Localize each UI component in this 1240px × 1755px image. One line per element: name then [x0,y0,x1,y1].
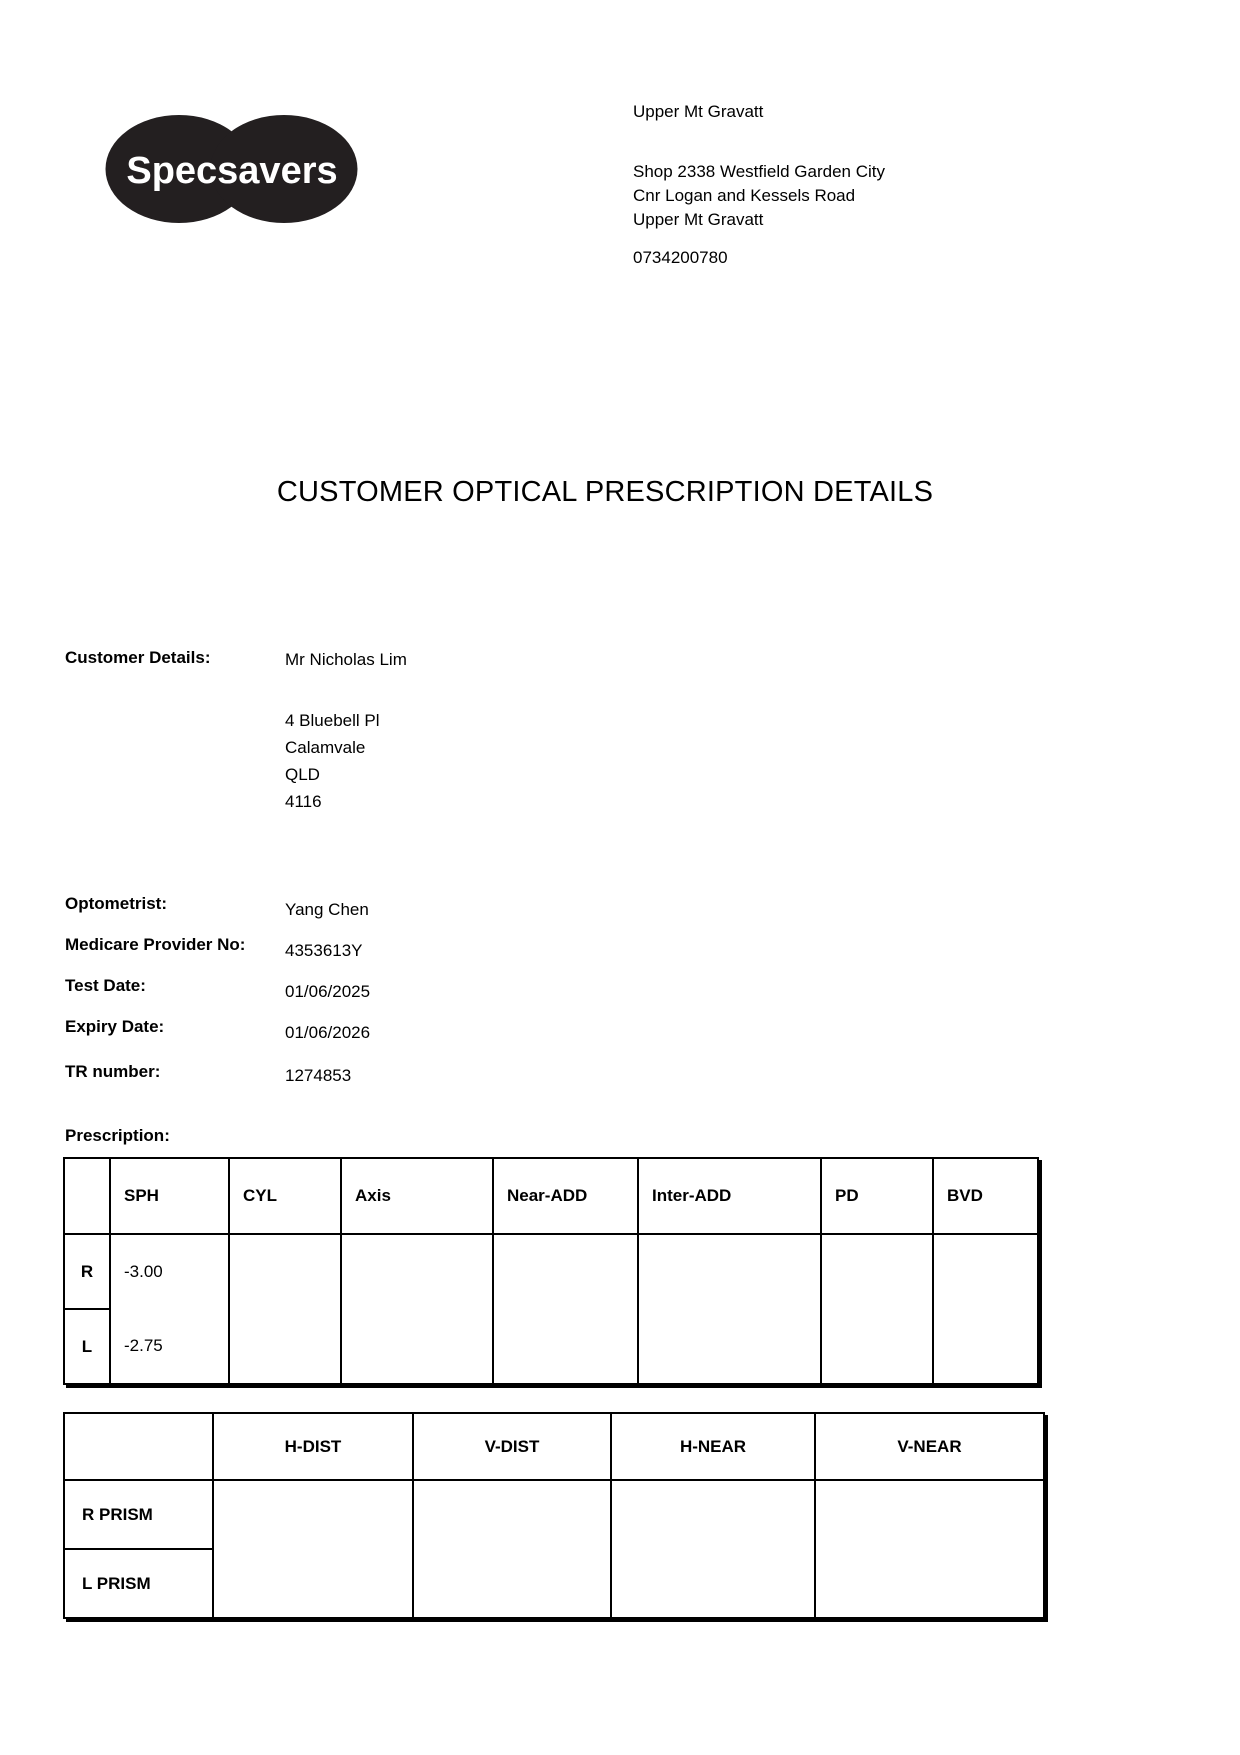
rx-header-inter-add: Inter-ADD [638,1158,821,1234]
prism-r-v-near [815,1480,1044,1549]
rx-header-eye [64,1158,110,1234]
rx-header-cyl: CYL [229,1158,341,1234]
rx-l-inter-add [638,1309,821,1384]
store-name: Upper Mt Gravatt [633,102,764,121]
specsavers-logo-text: Specsavers [126,150,338,192]
prism-header-h-dist: H-DIST [213,1413,413,1480]
tr-number-label: TR number: [65,1062,161,1081]
customer-address-line: 4116 [285,792,322,811]
prism-row-left [64,1549,1044,1618]
customer-address-line: 4 Bluebell Pl [285,711,380,730]
prescription-row-right [64,1234,1038,1309]
rx-r-near-add [493,1234,638,1309]
prism-l-v-near [815,1549,1044,1618]
expiry-date-value: 01/06/2026 [285,1023,371,1042]
rx-r-sph: -3.00 [110,1234,229,1309]
prism-row-right [64,1480,1044,1549]
store-address-line: Upper Mt Gravatt [633,210,764,229]
customer-details-label: Customer Details: [65,648,211,667]
rx-r-bvd [933,1234,1038,1309]
prism-header-v-near: V-NEAR [815,1413,1044,1480]
prism-l-label: L PRISM [82,1573,151,1593]
prism-l-h-dist [213,1549,413,1618]
rx-r-pd [821,1234,933,1309]
expiry-date-label: Expiry Date: [65,1017,165,1036]
prescription-label: Prescription: [65,1126,170,1145]
prism-l-v-dist [413,1549,611,1618]
prism-header-v-dist: V-DIST [413,1413,611,1480]
store-address-line: Cnr Logan and Kessels Road [633,186,856,205]
rx-header-near-add: Near-ADD [493,1158,638,1234]
rx-eye-r: R [64,1234,110,1309]
rx-r-inter-add [638,1234,821,1309]
rx-l-pd [821,1309,933,1384]
store-phone: 0734200780 [633,248,728,267]
prism-header-row [64,1413,1044,1480]
rx-header-axis: Axis [341,1158,493,1234]
rx-l-cyl [229,1309,341,1384]
optometrist-label: Optometrist: [65,894,167,913]
customer-address [285,707,380,815]
page-title: CUSTOMER OPTICAL PRESCRIPTION DETAILS [276,476,934,508]
optometrist-value: Yang Chen [285,900,369,919]
medicare-provider-label: Medicare Provider No: [65,935,246,954]
rx-header-bvd: BVD [933,1158,1038,1234]
rx-l-sph: -2.75 [110,1309,229,1384]
specsavers-logo [105,114,358,224]
rx-r-axis [341,1234,493,1309]
test-date-value: 01/06/2025 [285,982,371,1001]
rx-header-sph: SPH [110,1158,229,1234]
customer-address-line: QLD [285,765,320,784]
specsavers-logo-icon [105,114,358,224]
customer-address-line: Calamvale [285,738,366,757]
prescription-header-row [64,1158,1038,1234]
prescription-table [63,1157,1039,1385]
rx-r-cyl [229,1234,341,1309]
prism-r-label: R PRISM [64,1480,213,1549]
rx-l-axis [341,1309,493,1384]
prism-table [63,1412,1045,1619]
rx-eye-l: L [81,1336,93,1356]
prism-r-h-dist [213,1480,413,1549]
rx-l-near-add [493,1309,638,1384]
prescription-row-left [64,1309,1038,1384]
prism-r-v-dist [413,1480,611,1549]
customer-name: Mr Nicholas Lim [285,650,407,669]
medicare-provider-value: 4353613Y [285,941,363,960]
store-address-line: Shop 2338 Westfield Garden City [633,162,885,181]
prism-header-label [64,1413,213,1480]
prism-l-h-near [611,1549,815,1618]
prism-header-h-near: H-NEAR [611,1413,815,1480]
tr-number-value: 1274853 [285,1066,352,1085]
rx-header-pd: PD [821,1158,933,1234]
prism-r-h-near [611,1480,815,1549]
test-date-label: Test Date: [65,976,146,995]
store-address [633,160,885,232]
rx-l-bvd [933,1309,1038,1384]
